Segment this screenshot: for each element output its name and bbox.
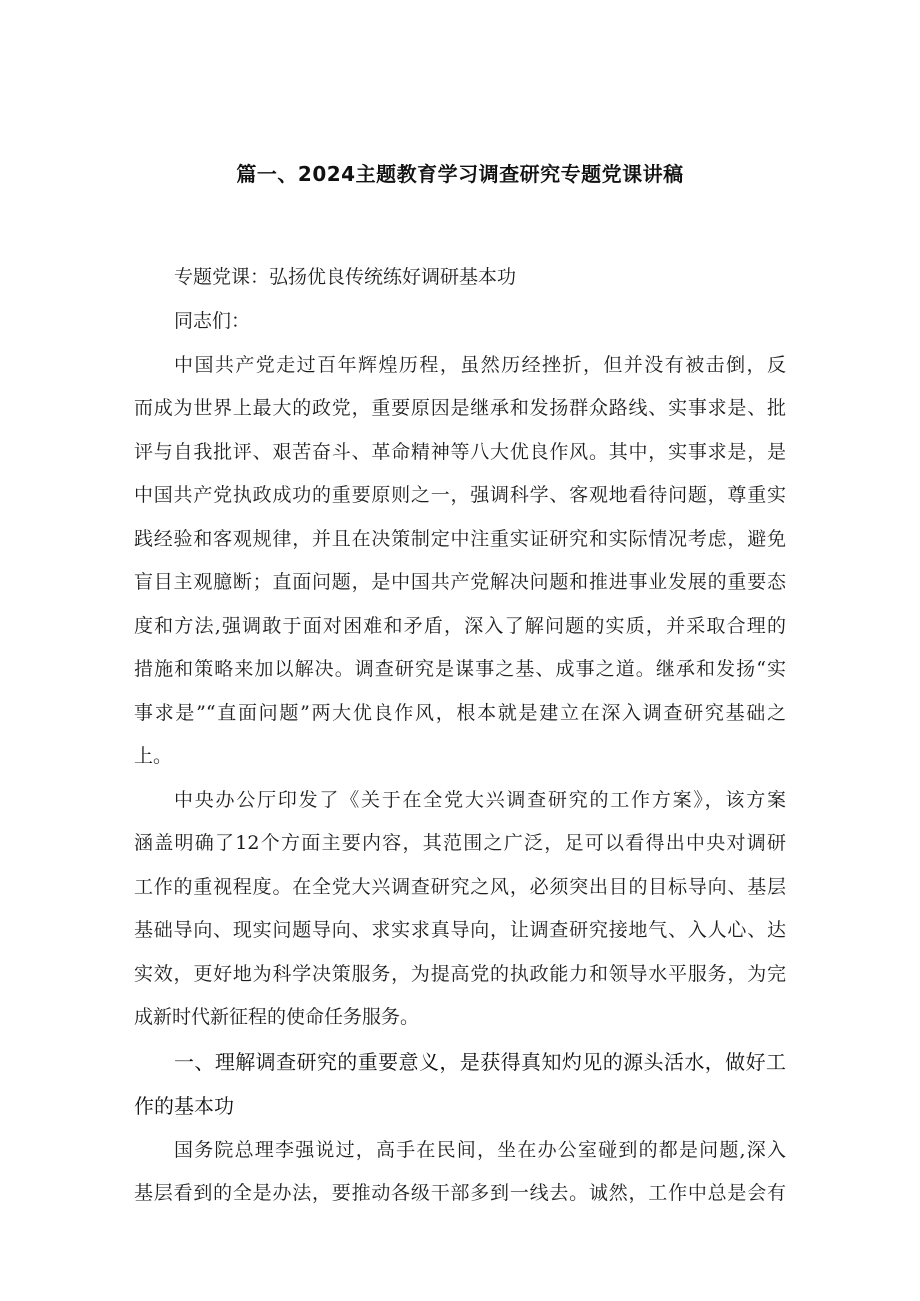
- paragraph-line: 事求是”“直面问题”两大优良作风，根本就是建立在深入调查研究基础之: [134, 702, 786, 724]
- paragraph-line: 工作的重视程度。在全党大兴调查研究之风，必须突出目的目标导向、基层: [134, 876, 786, 898]
- paragraph-line: 中国共产党执政成功的重要原则之一，强调科学、客观地看待问题，尊重实: [134, 484, 786, 506]
- paragraph-line: 实效，更好地为科学决策服务，为提高党的执政能力和领导水平服务，为完: [134, 963, 786, 985]
- document-title: 篇一、2024主题教育学习调查研究专题党课讲稿: [236, 162, 684, 186]
- paragraph-line: 践经验和客观规律，并且在决策制定中注重实证研究和实际情况考虑，避免: [134, 528, 786, 550]
- paragraph-line: 中国共产党走过百年辉煌历程，虽然历经挫折，但并没有被击倒，反: [174, 354, 786, 376]
- section-heading: 作的基本功: [134, 1094, 234, 1118]
- paragraph-line: 上。: [134, 745, 173, 767]
- paragraph-line: 基层看到的全是办法，要推动各级干部多到一线去。诚然，工作中总是会有: [134, 1182, 786, 1204]
- paragraph-line: 评与自我批评、艰苦奋斗、革命精神等八大优良作风。其中，实事求是，是: [134, 441, 786, 463]
- paragraph-line: 国务院总理李强说过，高手在民间，坐在办公室碰到的都是问题,深入: [174, 1139, 786, 1161]
- paragraph-line: 基础导向、现实问题导向、求实求真导向，让调查研究接地气、入人心、达: [134, 919, 786, 941]
- paragraph-line: 盲目主观臆断；直面问题，是中国共产党解决问题和推进事业发展的重要态: [134, 571, 786, 593]
- paragraph-line: 措施和策略来加以解决。调查研究是谋事之基、成事之道。继承和发扬“实: [134, 658, 786, 680]
- greeting: 同志们：: [174, 310, 251, 332]
- paragraph-line: 成新时代新征程的使命任务服务。: [134, 1006, 420, 1028]
- paragraph-line: 而成为世界上最大的政党，重要原因是继承和发扬群众路线、实事求是、批: [134, 397, 786, 419]
- paragraph-line: 涵盖明确了12个方面主要内容，其范围之广泛，足可以看得出中央对调研: [134, 832, 786, 854]
- paragraph-line: 中央办公厅印发了《关于在全党大兴调查研究的工作方案》，该方案: [174, 789, 786, 811]
- section-heading: 一、理解调查研究的重要意义，是获得真知灼见的源头活水，做好工: [174, 1050, 786, 1074]
- paragraph-line: 度和方法,强调敢于面对困难和矛盾，深入了解问题的实质，并采取合理的: [134, 615, 786, 637]
- document-subtitle: 专题党课：弘扬优良传统练好调研基本功: [174, 266, 517, 288]
